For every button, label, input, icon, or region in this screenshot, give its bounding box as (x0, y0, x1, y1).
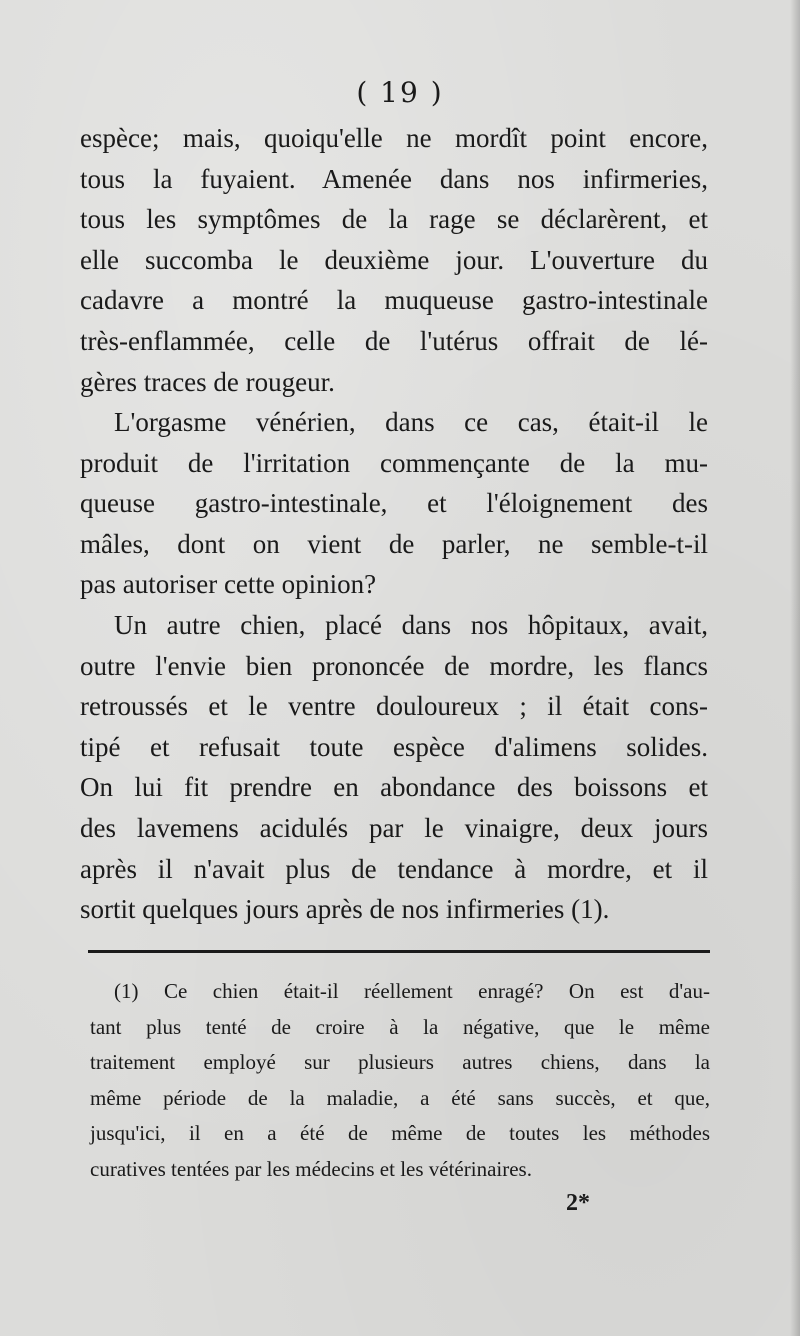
text-line: tipé et refusait toute espèce d'alimens solides. (80, 731, 708, 762)
footnote-line: traitement employé sur plusieurs autres chiens, dans la (90, 1050, 710, 1074)
text-line: queuse gastro-intestinale, et l'éloignement des (80, 488, 708, 519)
text-line: L'orgasme vénérien, dans ce cas, était-il le (114, 407, 708, 437)
footnote (90, 974, 710, 1187)
text-line: gères traces de rougeur. (80, 366, 335, 397)
text-line: tous la fuyaient. Amenée dans nos infirmeries, (80, 163, 708, 194)
footnote-line: (1) Ce chien était-il réellement enragé? On est d'au- (114, 979, 710, 1003)
text-line: outre l'envie bien prononcée de mordre, les flancs (80, 650, 708, 681)
signature-mark: 2* (566, 1190, 590, 1216)
footnote-line: tant plus tenté de croire à la négative, que le même (90, 1014, 710, 1039)
text-line: très-enflammée, celle de l'utérus offrait de lé- (80, 325, 708, 356)
text-line: des lavemens acidulés par le vinaigre, deux jours (80, 812, 708, 843)
text-line: On lui fit prendre en abondance des boissons et (80, 772, 708, 803)
text-line: pas autoriser cette opinion? (80, 569, 377, 600)
page-edge-shadow (790, 0, 800, 1336)
paragraph-3 (80, 605, 708, 930)
text-line: cadavre a montré la muqueuse gastro-intestinale (80, 285, 708, 316)
text-line: tous les symptômes de la rage se déclarèrent, et (80, 204, 708, 235)
text-line: Un autre chien, placé dans nos hôpitaux, avait, (114, 610, 708, 640)
text-line: mâles, dont on vient de parler, ne semble-t-il (80, 528, 708, 559)
footnote-line: jusqu'ici, il en a été de même de toutes les méthodes (90, 1121, 710, 1145)
footnote-line: curatives tentées par les médecins et les vétérinaires. (90, 1156, 532, 1181)
footnote-line: même période de la maladie, a été sans succès, et que, (90, 1085, 710, 1110)
footnote-rule (88, 950, 710, 953)
text-line: sortit quelques jours après de nos infirmeries (1). (80, 894, 610, 925)
text-line: après il n'avait plus de tendance à mordre, et il (80, 853, 708, 884)
text-line: elle succomba le deuxième jour. L'ouverture du (80, 244, 708, 275)
text-line: produit de l'irritation commençante de la mu- (80, 447, 708, 478)
text-line: retroussés et le ventre douloureux ; il était cons- (80, 691, 708, 722)
paragraph-2 (80, 402, 708, 605)
page-number: ( 19 ) (356, 76, 444, 109)
paragraph-1 (80, 118, 708, 402)
text-line: espèce; mais, quoiqu'elle ne mordît point encore, (80, 123, 708, 153)
